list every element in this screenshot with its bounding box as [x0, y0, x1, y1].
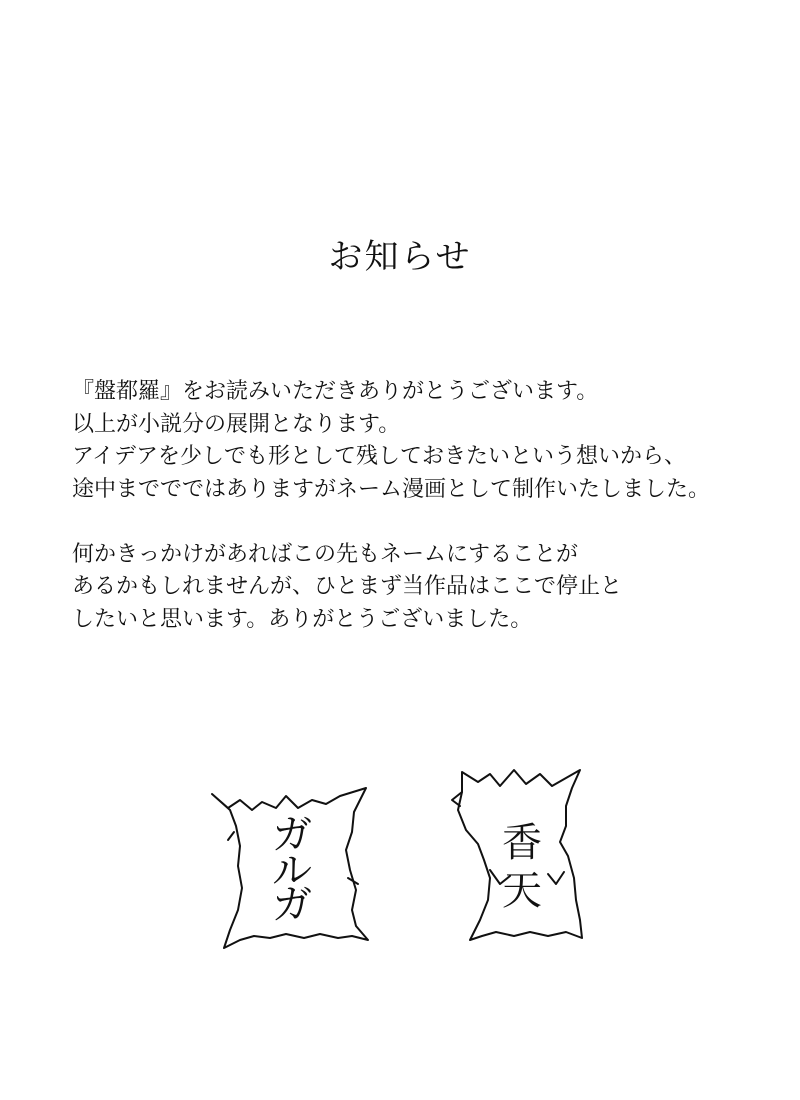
page-title: お知らせ — [328, 237, 472, 277]
character-doodles — [200, 760, 600, 960]
right-doodle-text — [502, 820, 542, 914]
left-doodle-text — [272, 812, 312, 928]
text-line: したいと思います。ありがとうございました。 — [72, 606, 533, 632]
text-line: アイデアを少しでも形として残しておきたいという想いから、 — [72, 444, 687, 469]
right-doodle-char: 香 — [502, 820, 542, 866]
text-line: 『盤都羅』をお読みいただきありがとうございます。 — [72, 379, 599, 404]
right-doodle-collar — [548, 872, 564, 884]
left-doodle-char: ル — [272, 848, 312, 894]
left-doodle-char: ガ — [272, 882, 312, 928]
left-doodle-crease — [228, 832, 234, 840]
right-doodle-char: 天 — [502, 868, 542, 914]
text-line: 何かきっかけがあればこの先もネームにすることが — [72, 541, 579, 567]
paragraph-closing — [72, 539, 772, 637]
text-line: 途中まででではありますがネーム漫画として制作いたしました。 — [72, 476, 711, 502]
notice-body — [72, 376, 772, 636]
text-line: 以上が小説分の展開となります。 — [72, 411, 401, 437]
text-line: あるかもしれませんが、ひとまず当作品はここで停止と — [72, 574, 623, 599]
paragraph-thanks — [72, 376, 772, 506]
left-doodle-char: ガ — [272, 812, 312, 858]
